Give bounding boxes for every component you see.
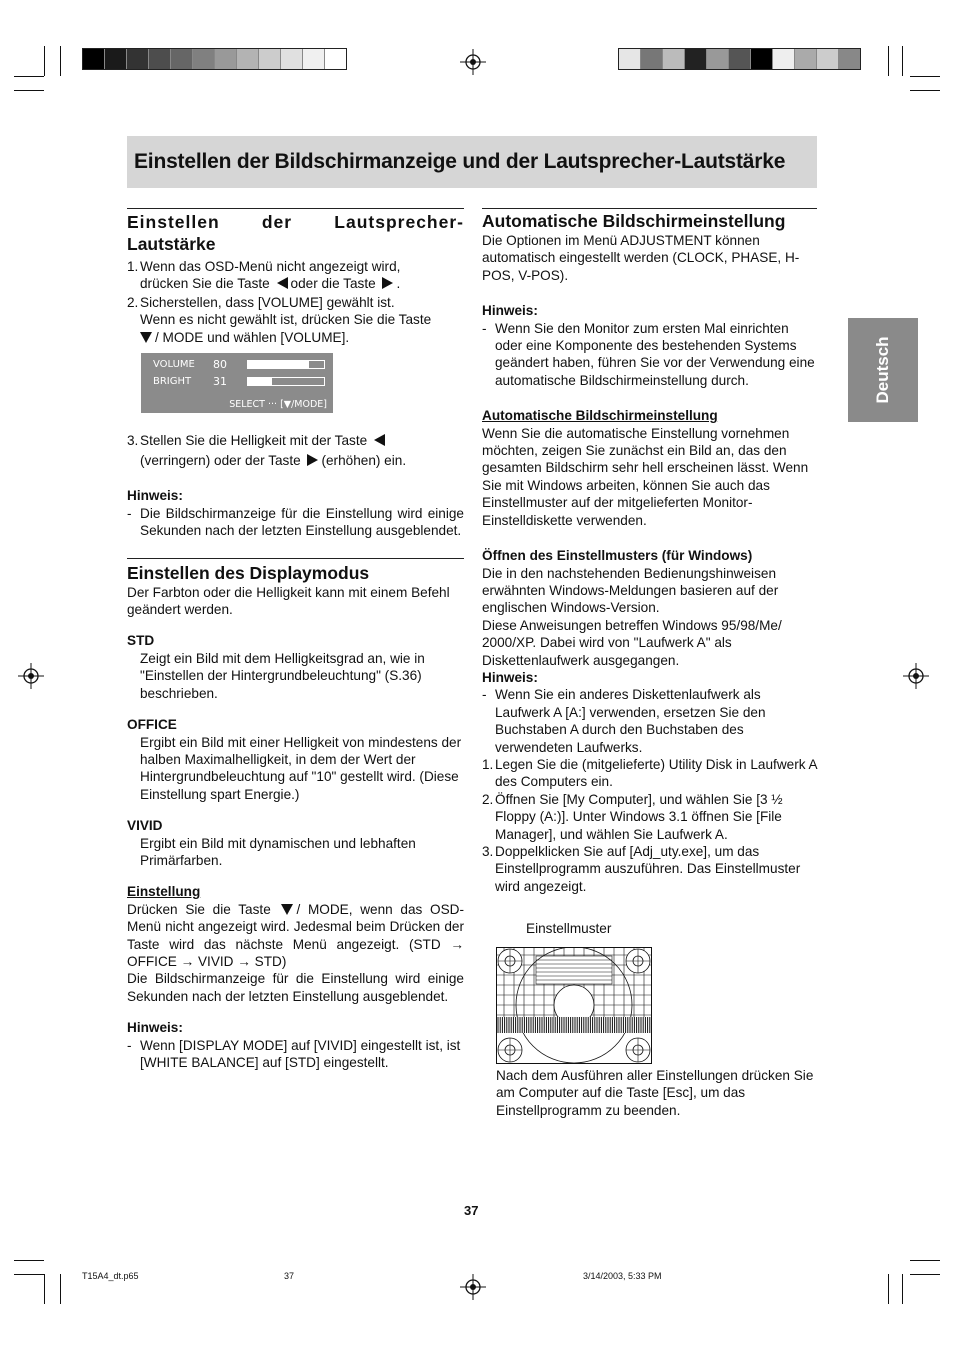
crop-mark bbox=[888, 46, 889, 76]
note-title: Hinweis: bbox=[482, 303, 538, 319]
crop-mark bbox=[902, 1274, 903, 1304]
note-text: Wenn Sie den Monitor zum ersten Mal einrichten oder eine Komponente des bestehenden Systems geändert haben, führen Sie vor der Verwendung eine automatische Bildschirmeinstellung durch. bbox=[495, 320, 815, 388]
adjustment-pattern-image bbox=[496, 947, 652, 1064]
note-title: Hinweis: bbox=[482, 669, 538, 685]
osd-bright-fill bbox=[248, 378, 272, 385]
std-title: STD bbox=[127, 633, 155, 649]
setting-text-2: Die Bildschirmanzeige für die Einstellung wird einige Sekunden nach der letzten Einstellung ausgeblendet. bbox=[127, 971, 464, 1004]
language-tab bbox=[848, 318, 918, 422]
crop-mark bbox=[44, 1274, 45, 1304]
setting-title: Einstellung bbox=[127, 884, 201, 900]
volume-heading: Einstellen der Lautsprecher- bbox=[127, 212, 464, 232]
open-pattern-text-2: Diese Anweisungen betreffen Windows 95/98/Me/ 2000/XP. Dabei wird von "Laufwerk A" als Diskettenlaufwerk ausgegangen. bbox=[482, 617, 782, 668]
step-text: oder die Taste bbox=[290, 276, 376, 292]
crop-mark bbox=[14, 1260, 44, 1261]
osd-select-hint: SELECT ··· [▼/MODE] bbox=[229, 399, 327, 410]
osd-bright-value: 31 bbox=[213, 375, 227, 388]
setting-text-pre: Drücken Sie die Taste bbox=[127, 901, 271, 917]
note-text: Wenn Sie ein anderes Diskettenlaufwerk als Laufwerk A [A:] verwenden, ersetzen Sie den Buchstaben A durch den Buchstaben des verwendeten Laufwerks. bbox=[495, 687, 766, 755]
step-text: Wenn das OSD-Menü nicht angezeigt wird, bbox=[140, 259, 401, 274]
note-item: - Wenn [DISPLAY MODE] auf [VIVID] eingestellt ist, ist [WHITE BALANCE] auf [STD] eingestellt. bbox=[127, 1037, 464, 1072]
step-text: drücken Sie die Taste bbox=[140, 276, 270, 292]
color-bar-right bbox=[618, 48, 861, 70]
crop-mark bbox=[60, 46, 61, 76]
office-text: Ergibt ein Bild mit einer Helligkeit von mindestens der halben Maximalhelligkeit, in dem der Wert der Hintergrundbeleuchtung auf "10" gestellt wird. (Diese Einstellung spart Energie.) bbox=[140, 734, 462, 802]
auto-adjust-subheading: Automatische Bildschirmeinstellung bbox=[482, 408, 718, 424]
vivid-title: VIVID bbox=[127, 818, 163, 834]
step-text: Wenn es nicht gewählt ist, drücken Sie die Taste bbox=[140, 312, 432, 328]
display-mode-heading: Einstellen des Displaymodus bbox=[127, 562, 370, 583]
page-number: 37 bbox=[464, 1203, 479, 1218]
osd-bright-label: BRIGHT bbox=[153, 376, 192, 387]
left-arrow-icon bbox=[277, 277, 288, 289]
osd-menu-illustration bbox=[141, 353, 333, 413]
volume-step-1: 1. Wenn das OSD-Menü nicht angezeigt wird, drücken Sie die Taste oder die Taste . bbox=[127, 259, 401, 292]
osd-volume-value: 80 bbox=[213, 358, 227, 371]
step-text: Doppelklicken Sie auf [Adj_uty.exe], um das Einstellprogramm auszuführen. Das Einstellmuster wird angezeigt. bbox=[495, 844, 801, 894]
crop-mark bbox=[902, 46, 903, 76]
title-band bbox=[127, 136, 817, 188]
note-item: - Wenn Sie ein anderes Diskettenlaufwerk als Laufwerk A [A:] verwenden, ersetzen Sie den Buchstaben A durch den Buchstaben des verwendeten Laufwerks. bbox=[482, 686, 817, 756]
crop-mark bbox=[888, 1274, 889, 1304]
crop-mark bbox=[14, 1274, 44, 1275]
setting-text bbox=[127, 901, 464, 971]
windows-step-3: 3. Doppelklicken Sie auf [Adj_uty.exe], um das Einstellprogramm auszuführen. Das Einstellmuster wird angezeigt. bbox=[482, 843, 817, 895]
step-text: (verringern) oder der Taste bbox=[140, 453, 301, 469]
crop-mark bbox=[910, 76, 940, 77]
auto-adjust-heading: Automatische Bildschirmeinstellung bbox=[482, 211, 786, 231]
note-item: - Wenn Sie den Monitor zum ersten Mal einrichten oder eine Komponente des bestehenden Systems geändert haben, führen Sie vor der Verwendung eine automatische Bildschirmeinstellung durch. bbox=[482, 320, 817, 390]
section-rule bbox=[127, 208, 464, 209]
right-arrow-icon bbox=[382, 277, 393, 289]
volume-heading-cont: Lautstärke bbox=[127, 234, 216, 254]
display-intro: Der Farbton oder die Helligkeit kann mit einem Befehl geändert werden. bbox=[127, 584, 450, 618]
step-text: / MODE und wählen [VOLUME]. bbox=[155, 329, 350, 345]
open-pattern-title: Öffnen des Einstellmusters (für Windows) bbox=[482, 548, 753, 564]
note-title: Hinweis: bbox=[127, 488, 183, 504]
footer-file: T15A4_dt.p65 bbox=[82, 1271, 139, 1281]
registration-target-icon bbox=[903, 663, 929, 689]
pattern-label: Einstellmuster bbox=[526, 921, 612, 936]
volume-step-2: 2. Sicherstellen, dass [VOLUME] gewählt ist. Wenn es nicht gewählt ist, drücken Sie die Taste / MODE und wählen [VOLUME]. bbox=[127, 294, 432, 345]
down-arrow-icon bbox=[140, 332, 152, 343]
section-rule bbox=[127, 558, 464, 559]
note-title: Hinweis: bbox=[127, 1020, 183, 1036]
office-title: OFFICE bbox=[127, 717, 177, 733]
crop-mark bbox=[910, 1274, 940, 1275]
crop-mark bbox=[44, 46, 45, 76]
auto-adjust-subtext: Wenn Sie die automatische Einstellung vornehmen möchten, zeigen Sie zunächst ein Bild an, das den gesamten Bildschirm sehr hell erscheinen lässt. Wenn Sie mit Windows arbeiten, können Sie auch das Einstellmuster auf der mitgelieferten Monitor-Einstelldiskette verwenden. bbox=[482, 425, 809, 528]
footer-date: 3/14/2003, 5:33 PM bbox=[583, 1271, 662, 1281]
down-arrow-icon bbox=[281, 904, 293, 915]
volume-step-3: 3. Stellen Sie die Helligkeit mit der Taste (verringern) oder der Taste (erhöhen) ein. bbox=[127, 433, 407, 469]
page-title: Einstellen der Bildschirmanzeige und der Lautsprecher-Lautstärke bbox=[134, 150, 786, 173]
step-text: (erhöhen) ein. bbox=[321, 453, 407, 469]
osd-bright-row bbox=[153, 375, 325, 388]
crop-mark bbox=[14, 90, 44, 91]
left-column bbox=[127, 208, 464, 1071]
step-text: Stellen Sie die Helligkeit mit der Taste bbox=[140, 433, 368, 449]
note-text: Die Bildschirmanzeige für die Einstellung wird einige Sekunden nach der letzten Einstellung ausgeblendet. bbox=[140, 505, 464, 539]
step-text: Sicherstellen, dass [VOLUME] gewählt ist. bbox=[140, 294, 395, 310]
color-bar-left bbox=[82, 48, 347, 70]
right-arrow-icon bbox=[307, 454, 318, 466]
windows-step-1: 1. Legen Sie die (mitgelieferte) Utility Disk in Laufwerk A des Computers ein. bbox=[482, 756, 817, 790]
crop-mark bbox=[60, 1274, 61, 1304]
auto-adjust-intro: Die Optionen im Menü ADJUSTMENT können automatisch eingestellt werden (CLOCK, PHASE, H-POS, V-POS). bbox=[482, 233, 800, 283]
vivid-text: Ergibt ein Bild mit dynamischen und lebhaften Primärfarben. bbox=[140, 835, 416, 868]
left-arrow-icon bbox=[374, 434, 385, 446]
registration-target-icon bbox=[460, 1274, 486, 1300]
osd-volume-bar bbox=[247, 360, 325, 369]
osd-volume-label: VOLUME bbox=[153, 359, 195, 370]
registration-target-icon bbox=[460, 49, 486, 75]
step-text: Öffnen Sie [My Computer], und wählen Sie [3 ½ Floppy (A:)]. Unter Windows 3.1 öffnen Sie [File Manager], und wählen Sie Laufwerk A. bbox=[495, 791, 783, 842]
right-column bbox=[482, 208, 817, 895]
crop-mark bbox=[910, 90, 940, 91]
osd-bright-bar bbox=[247, 377, 325, 386]
osd-volume-fill bbox=[248, 361, 309, 368]
windows-step-2: 2. Öffnen Sie [My Computer], und wählen Sie [3 ½ Floppy (A:)]. Unter Windows 3.1 öffnen Sie [File Manager], und wählen Sie Laufwerk A. bbox=[482, 791, 817, 843]
osd-volume-row bbox=[153, 358, 325, 371]
step-text: Legen Sie die (mitgelieferte) Utility Disk in Laufwerk A des Computers ein. bbox=[495, 756, 817, 790]
crop-mark bbox=[14, 76, 44, 77]
setting-text-body: / MODE, wenn das OSD-Menü nicht angezeigt wird. Jedesmal beim Drücken der Taste wird das nächste Menü angezeigt. (STD → OFFICE → VIVID → STD) bbox=[127, 901, 465, 969]
language-tab-label: Deutsch bbox=[873, 336, 892, 404]
crop-mark bbox=[910, 1260, 940, 1261]
registration-target-icon bbox=[18, 663, 44, 689]
note-item: - Die Bildschirmanzeige für die Einstellung wird einige Sekunden nach der letzten Einstellung ausgeblendet. bbox=[127, 505, 464, 539]
open-pattern-text-1: Die in den nachstehenden Bedienungshinweisen erwähnten Windows-Meldungen basieren auf der englischen Windows-Version. bbox=[482, 565, 779, 616]
note-text: Wenn [DISPLAY MODE] auf [VIVID] eingestellt ist, ist [WHITE BALANCE] auf [STD] eingestellt. bbox=[140, 1037, 461, 1070]
section-rule bbox=[482, 208, 817, 209]
footer-page: 37 bbox=[284, 1271, 295, 1281]
closing-text: Nach dem Ausführen aller Einstellungen drücken Sie am Computer auf die Taste [Esc], um das Einstellprogramm zu beenden. bbox=[496, 1068, 814, 1118]
std-text: Zeigt ein Bild mit dem Helligkeitsgrad an, wie in "Einstellen der Hintergrundbeleuchtung" (S.36) beschrieben. bbox=[140, 650, 425, 701]
